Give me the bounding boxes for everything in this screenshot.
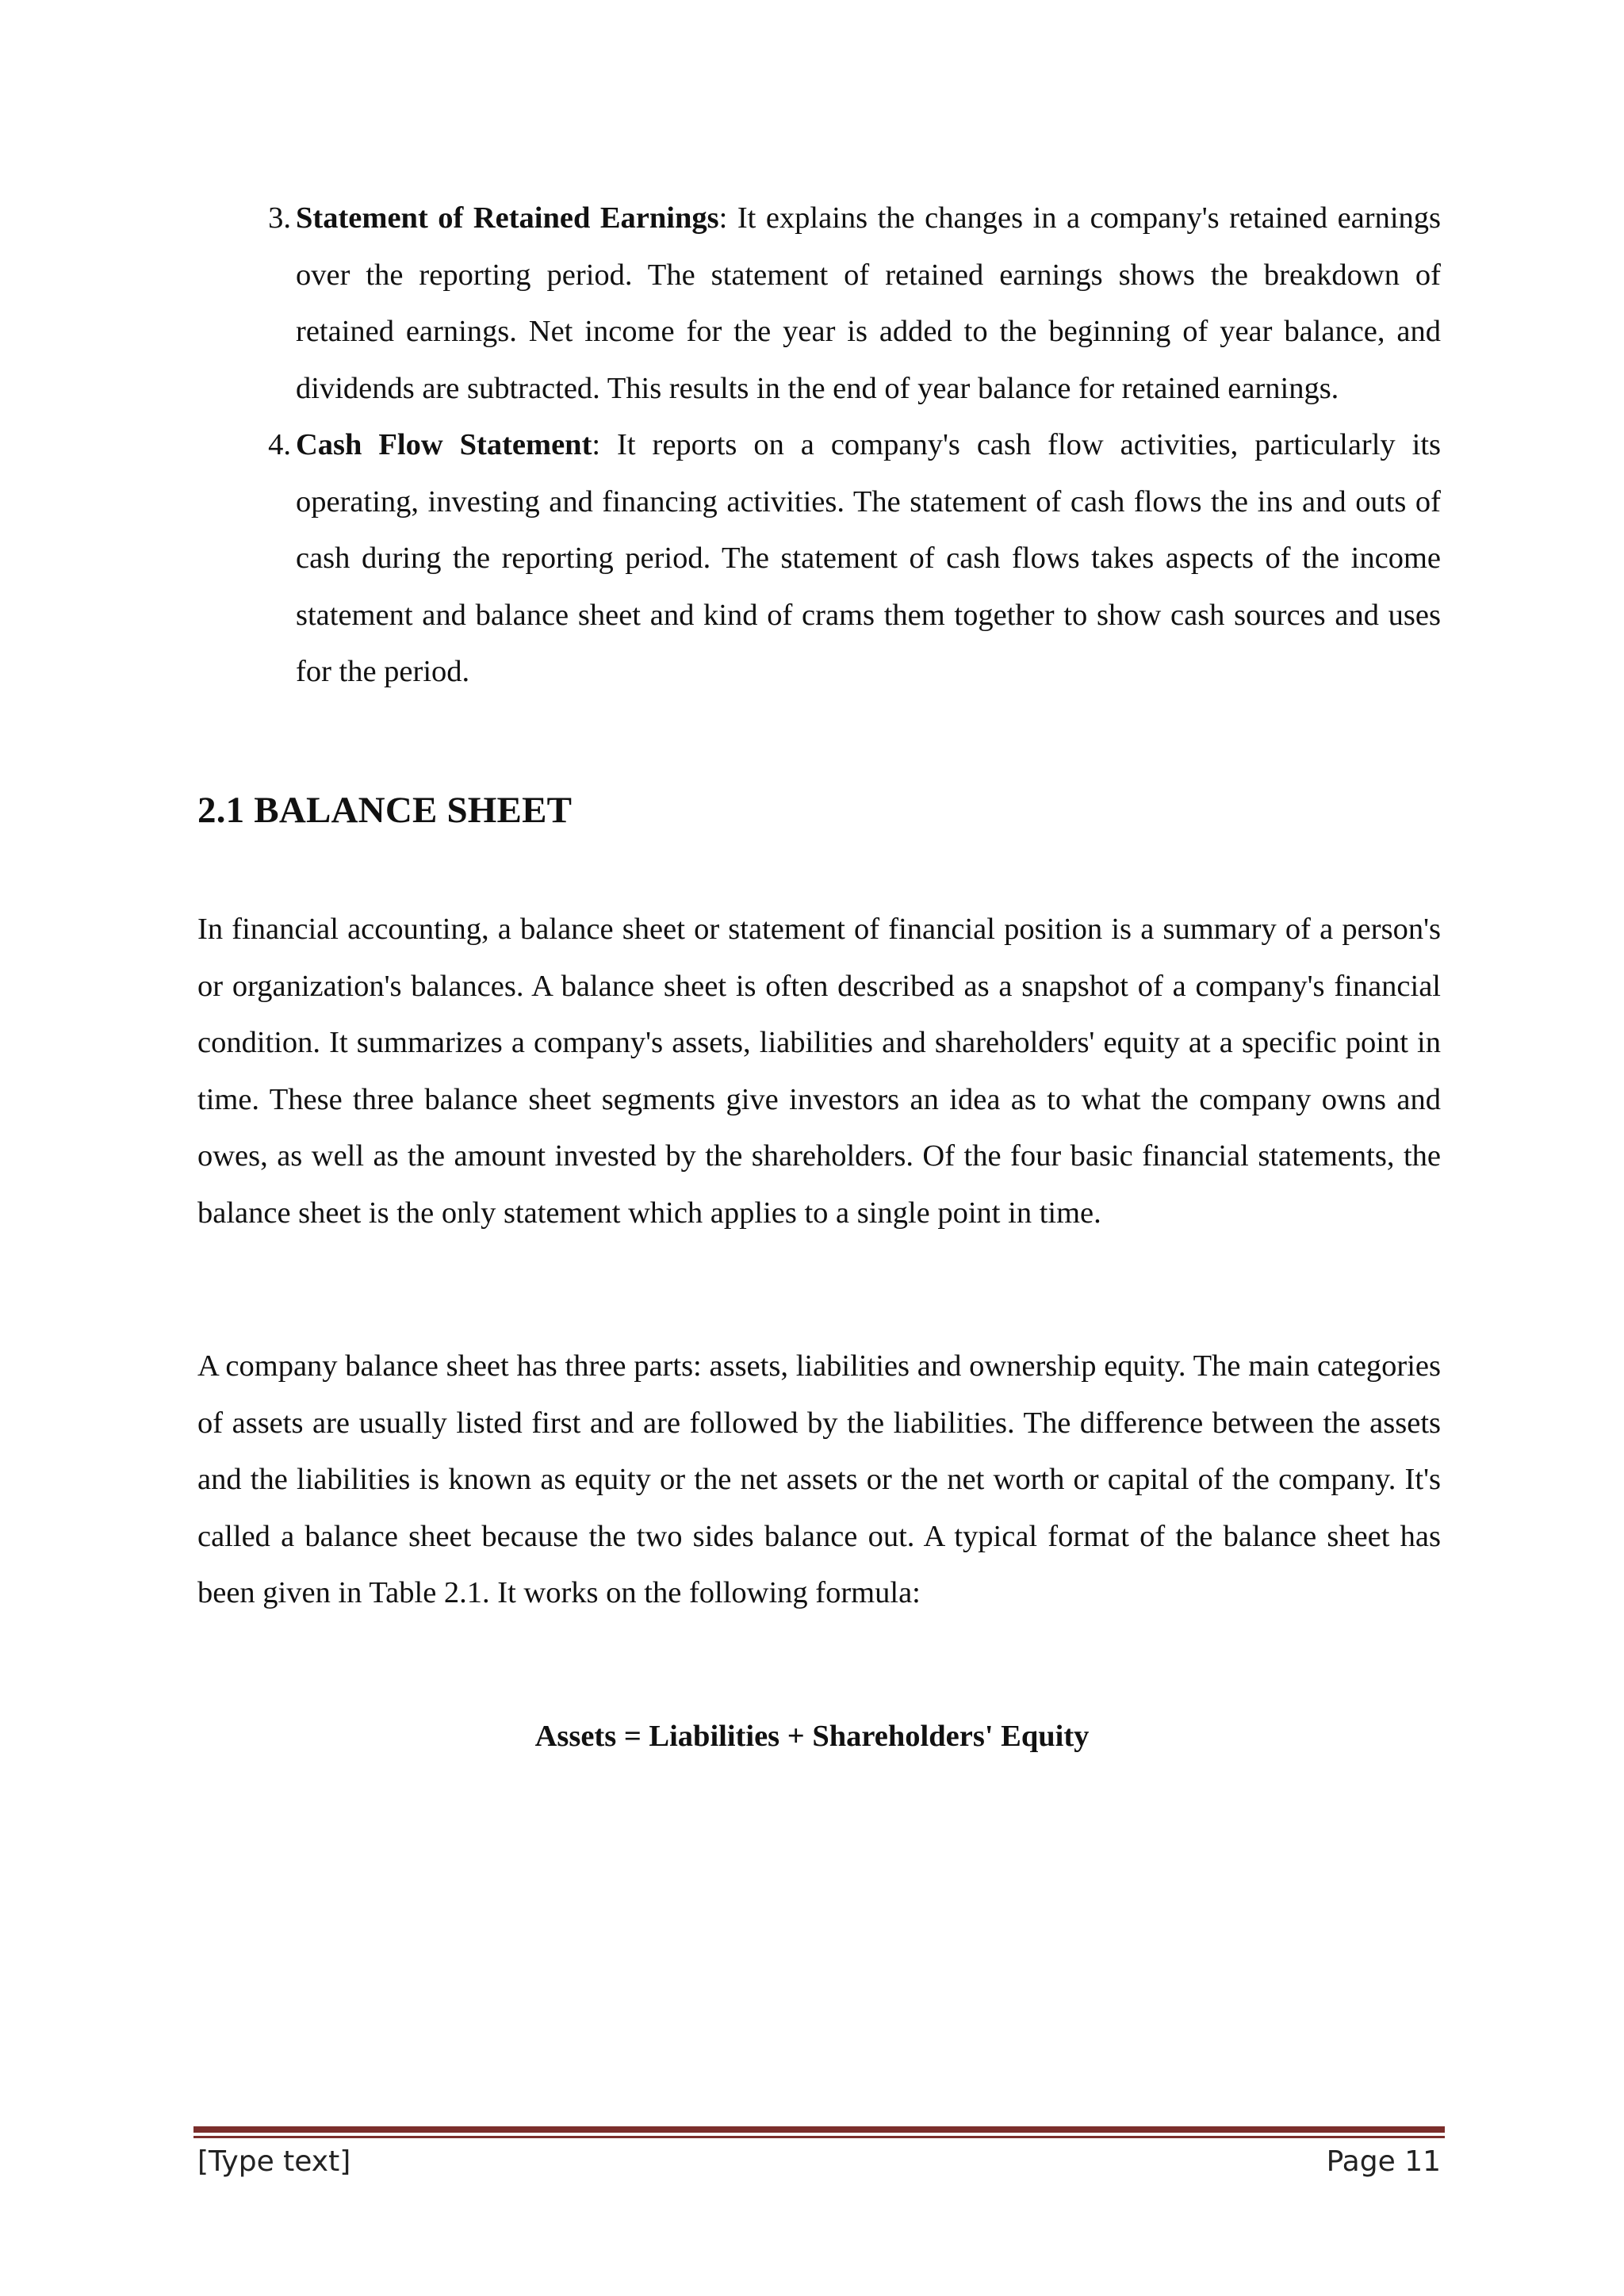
body-paragraph: A company balance sheet has three parts: assets, liabilities and ownership equity. The main categories of assets are usually listed first and are followed by the liabilities. The difference between the assets and the liabilities is known as equity or the net assets or the net worth or capital of the company. It's called a balance sheet because the two sides balance out. A typical format of the balance sheet has been given in Table 2.1. It works on the following formula: <box>197 1349 1441 1609</box>
footer-divider <box>193 2126 1445 2133</box>
list-item <box>268 190 1441 417</box>
list-item-title: Cash Flow Statement <box>296 428 592 461</box>
balance-formula: Assets = Liabilities + Shareholders' Equity <box>534 1720 1090 1753</box>
footer-left-text: [Type text] <box>197 2145 351 2178</box>
list-item-text: : It explains the changes in a company's retained earnings over the reporting period. The statement of retained earnings shows the breakdown of retained earnings. Net income for the year is added to the beginning of year balance, and dividends are subtracted. This results in the end of year balance for retained earnings. <box>296 201 1441 405</box>
footer-divider-thin <box>193 2136 1445 2138</box>
list-item <box>268 417 1441 701</box>
section-heading: 2.1 BALANCE SHEET <box>197 790 573 831</box>
statement-list <box>0 190 1624 701</box>
list-item-title: Statement of Retained Earnings <box>296 201 719 235</box>
page-number: Page 11 <box>1326 2145 1441 2178</box>
list-item-number: 4. <box>268 428 291 461</box>
list-item-text: : It reports on a company's cash flow activities, particularly its operating, investing and financing activities. The statement of cash flows the ins and outs of cash during the reporting period. The statement of cash flows takes aspects of the income statement and balance sheet and kind of crams them together to show cash sources and uses for the period. <box>296 428 1441 688</box>
body-paragraph: In financial accounting, a balance sheet or statement of financial position is a summary of a person's or organization's balances. A balance sheet is often described as a snapshot of a company's financial condition. It summarizes a company's assets, liabilities and shareholders' equity at a specific point in time. These three balance sheet segments give investors an idea as to what the company owns and owes, as well as the amount invested by the shareholders. Of the four basic financial statements, the balance sheet is the only statement which applies to a single point in time. <box>197 913 1441 1230</box>
list-item-number: 3. <box>268 201 291 235</box>
